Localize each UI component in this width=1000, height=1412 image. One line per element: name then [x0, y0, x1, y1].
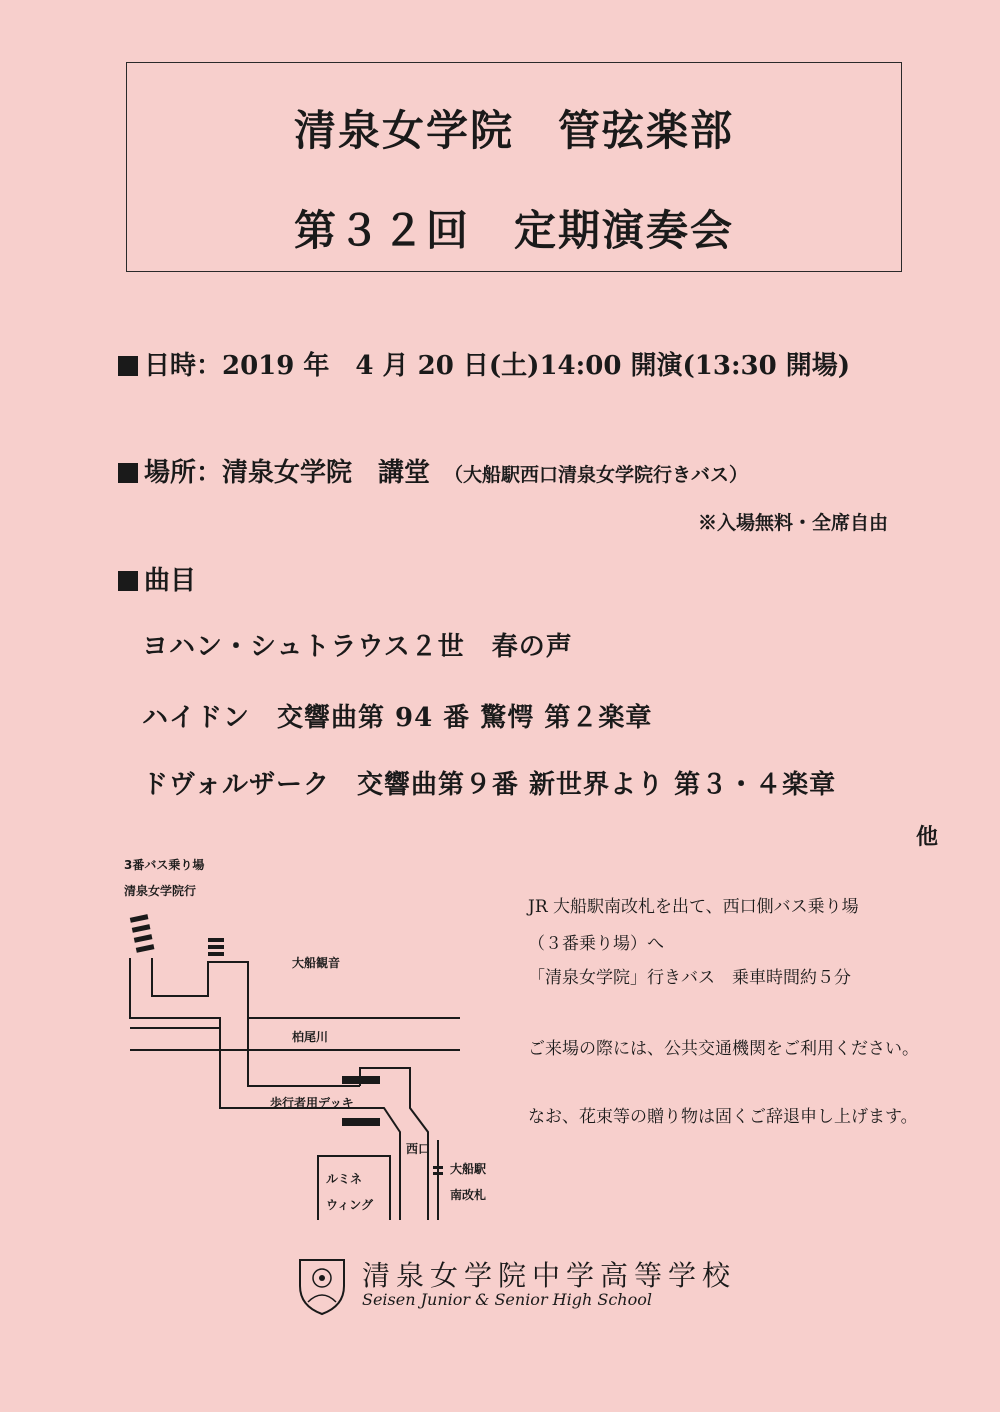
- club-title: 清泉女学院 管弦楽部: [293, 106, 734, 155]
- public-transport-note: ご来場の際には、公共交通機関をご利用ください。: [528, 1039, 919, 1059]
- river-label: 柏尾川: [292, 1030, 329, 1044]
- access-text: JR 大船駅南改札を出て、西口側バス乗り場: [528, 897, 859, 917]
- place-info: [118, 452, 748, 489]
- bus-stop-label-2: 清泉女学院行: [124, 884, 197, 898]
- school-footer: [296, 1250, 816, 1320]
- access-text: （３番乗り場）へ: [528, 934, 664, 954]
- school-name-en: Seisen Junior & Senior High School: [362, 1290, 652, 1309]
- station-label: 大船駅: [450, 1162, 487, 1176]
- school-crest-icon: [296, 1256, 348, 1316]
- station-label-2: 南改札: [450, 1188, 487, 1202]
- program-heading: [118, 560, 196, 597]
- bullet-square-icon: [118, 356, 138, 376]
- place-text: 場所：清泉女学院 講堂: [144, 458, 431, 488]
- bus-stop-label: 3番バス乗り場: [124, 858, 205, 872]
- program-item: ヨハン・シュトラウス２世 春の声: [142, 632, 573, 662]
- program-etc: 他: [916, 824, 939, 850]
- concert-title: 第３２回 定期演奏会: [293, 206, 734, 255]
- admission-note: ※入場無料・全席自由: [697, 512, 888, 534]
- kannon-label: 大船観音: [292, 956, 341, 970]
- date-text: 日時：2019 年 4 月 20 日(土)14:00 開演(13:30 開場): [144, 351, 851, 381]
- date-info: [118, 345, 850, 382]
- title-box: [126, 62, 902, 272]
- bullet-square-icon: [118, 463, 138, 483]
- access-text: 「清泉女学院」行きバス 乗車時間約５分: [528, 968, 851, 988]
- lumine-label-2: ウィング: [326, 1198, 374, 1212]
- place-note: （大船駅西口清泉女学院行きバス）: [444, 464, 749, 486]
- bullet-square-icon: [118, 571, 138, 591]
- west-exit-label: 西口: [406, 1142, 431, 1156]
- deck-label: 歩行者用デッキ: [270, 1096, 354, 1110]
- access-map: [100, 850, 520, 1230]
- program-item: ドヴォルザーク 交響曲第９番 新世界より 第３・４楽章: [142, 770, 837, 800]
- program-item: ハイドン 交響曲第 94 番 驚愕 第２楽章: [142, 703, 653, 733]
- school-name-ja: 清泉女学院中学高等学校: [362, 1259, 737, 1292]
- gift-note: なお、花束等の贈り物は固くご辞退申し上げます。: [528, 1107, 918, 1127]
- lumine-label: ルミネ: [326, 1172, 363, 1186]
- program-heading-text: 曲目: [144, 566, 197, 596]
